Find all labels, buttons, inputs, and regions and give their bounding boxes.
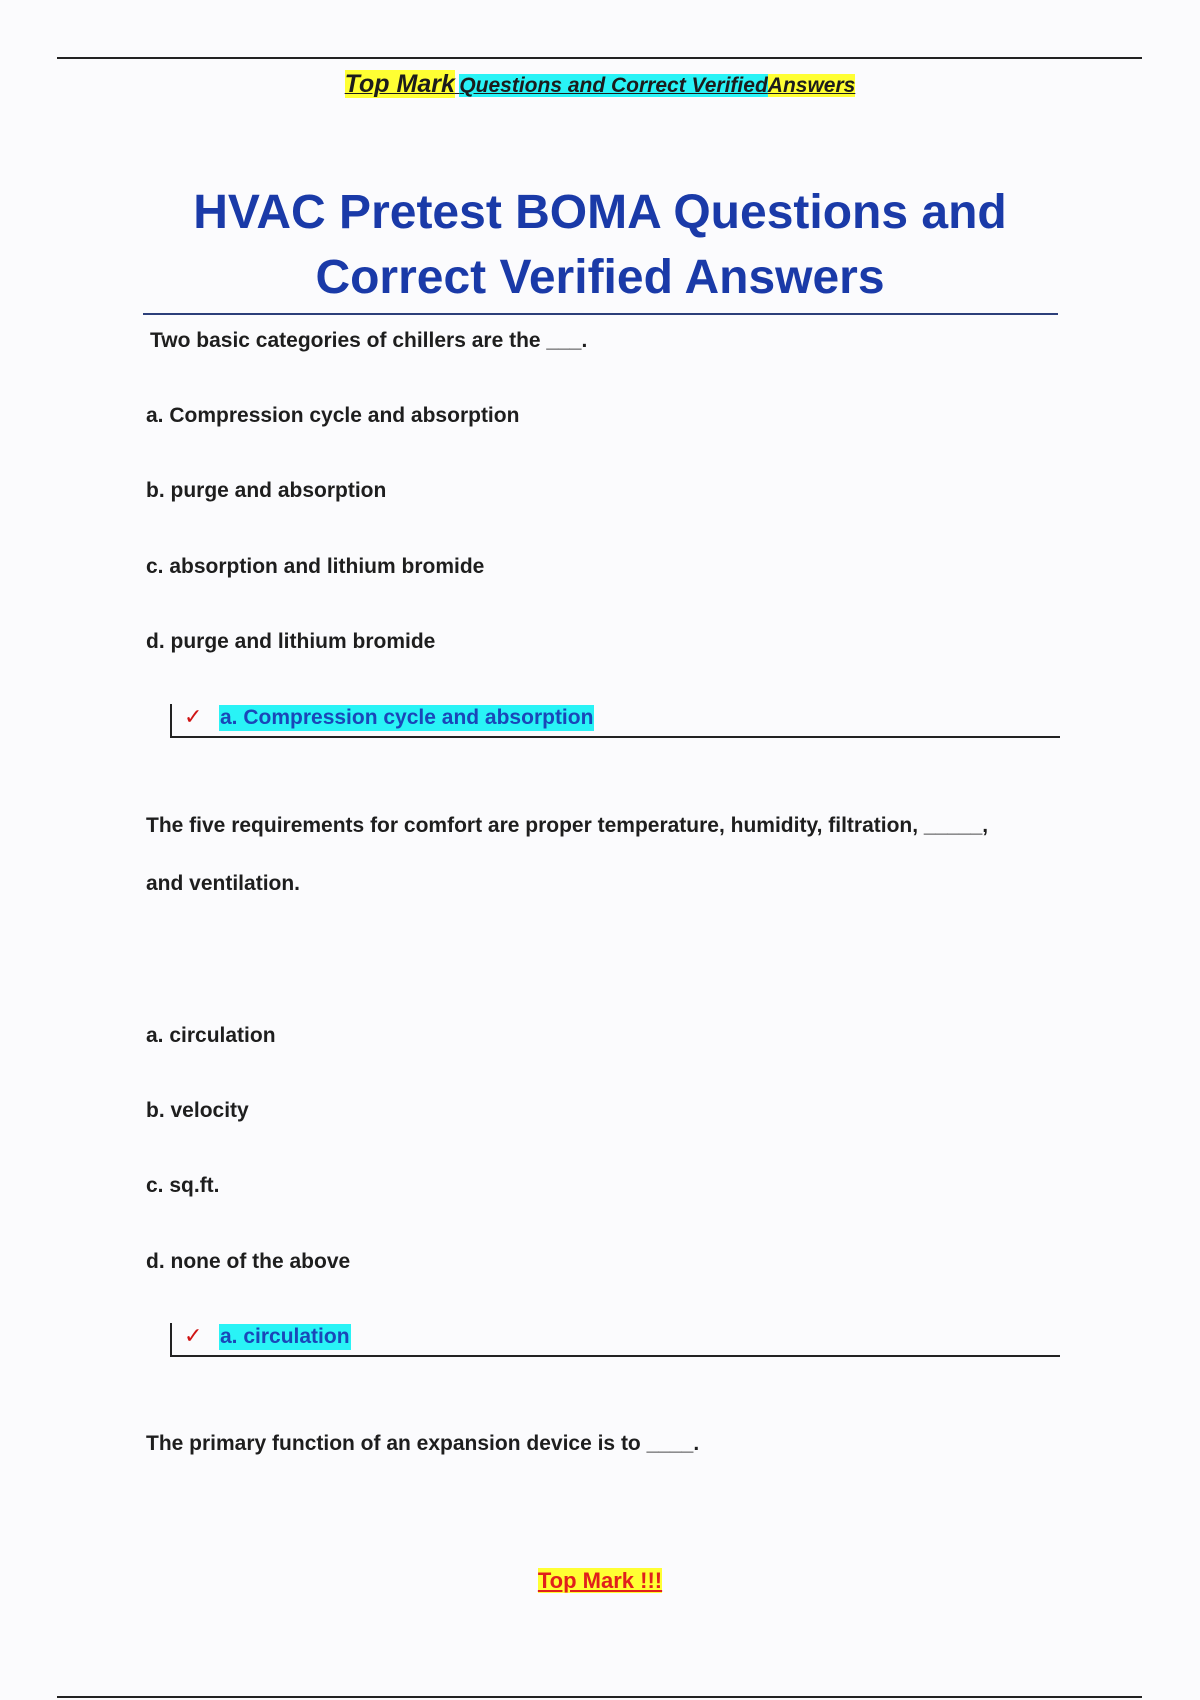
q1-question: Two basic categories of chillers are the ___. <box>150 329 588 352</box>
footer-top-mark: Top Mark !!! <box>537 1568 663 1593</box>
title-line-2: Correct Verified Answers <box>315 251 885 304</box>
document-title <box>0 180 1200 310</box>
header-middle: Questions and Correct Verified <box>459 74 768 97</box>
q1-option-c: c. absorption and lithium bromide <box>146 555 485 578</box>
q1-answer-box <box>170 704 1060 738</box>
check-icon: ✓ <box>184 704 203 729</box>
header-answers: Answers <box>767 74 856 97</box>
q1-option-d: d. purge and lithium bromide <box>146 630 436 653</box>
q2-option-d: d. none of the above <box>146 1250 351 1273</box>
page-footer <box>0 1568 1200 1594</box>
q2-question-line-1: The five requirements for comfort are proper temperature, humidity, filtration, _____, <box>146 814 989 837</box>
q2-option-c: c. sq.ft. <box>146 1174 220 1197</box>
q2-answer: a. circulation <box>220 1325 350 1348</box>
title-line-1: HVAC Pretest BOMA Questions and <box>193 186 1007 239</box>
bottom-rule <box>57 1696 1142 1698</box>
q2-option-a: a. circulation <box>146 1024 276 1047</box>
q1-answer: a. Compression cycle and absorption <box>220 706 594 729</box>
q3-question: The primary function of an expansion device is to ____. <box>146 1432 700 1455</box>
q2-question-line-2: and ventilation. <box>146 872 301 895</box>
q2-option-b: b. velocity <box>146 1099 249 1122</box>
check-icon: ✓ <box>184 1323 203 1348</box>
header-top-mark: Top Mark <box>344 70 455 98</box>
title-rule <box>143 313 1058 315</box>
q1-option-a: a. Compression cycle and absorption <box>146 404 520 427</box>
q1-option-b: b. purge and absorption <box>146 479 387 502</box>
q2-answer-box <box>170 1323 1060 1357</box>
top-rule <box>57 57 1142 59</box>
page-header <box>0 70 1200 99</box>
